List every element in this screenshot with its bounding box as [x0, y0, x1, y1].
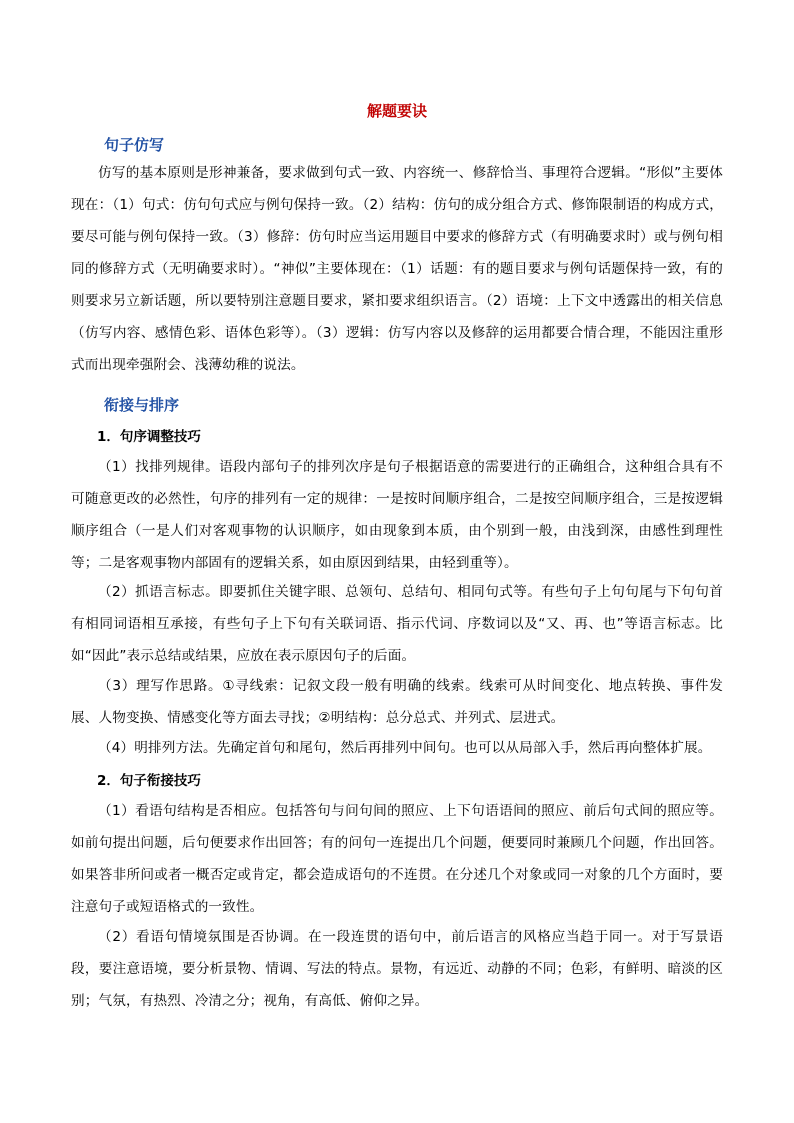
cohesion-p2-lead: （2）看语句情境氛围是否协调。 — [98, 929, 309, 945]
subheading-sentence-cohesion: 2．句子衔接技巧 — [97, 773, 201, 789]
section-heading-cohesion-ordering: 衔接与排序 — [104, 396, 180, 414]
order-paragraph-2 — [71, 576, 723, 672]
order-p1-body: 语段内部句子的排列次序是句子根据语意的需要进行的正确组合，这种组合具有不可随意更改的必然性，句序的排列有一定的规律：一是按时间顺序组合，二是按空间顺序组合，三是按逻辑顺序组合（一是人们对客观事物的认识顺序，如由现象到本质，由个别到一般，由浅到深，由感性到理性等；二是客观事物内部固有的逻辑关系，如由原因到结果，由轻到重等）。 — [71, 459, 724, 571]
order-p4-lead: （4）明排列方法。 — [98, 740, 217, 756]
order-p3-body: ①寻线索：记叙文段一般有明确的线索。线索可从时间变化、地点转换、事件发展、人物变换、情感变化等方面去寻找；②明结构：总分总式、并列式、层进式。 — [71, 678, 724, 726]
order-p2-body: 即要抓住关键字眼、总领句、总结句、相同句式等。有些句子上句句尾与下句句首有相同词语相互承接，有些句子上下句有关联词语、指示代词、序数词以及“又、再、也”等语言标志。比如“因此”表示总结或结果，应放在表示原因句子的后面。 — [71, 584, 724, 664]
cohesion-p1-body: 包括答句与问句间的照应、上下句语语间的照应、前后句式间的照应等。如前句提出问题，后句便要求作出回答；有的问句一连提出几个问题，便要同时兼顾几个问题，作出回答。如果答非所问或者一概否定或肯定，都会造成语句的不连贯。在分述几个对象或同一对象的几个方面时，要注意句子或短语格式的一致性。 — [71, 803, 723, 915]
order-p1-lead: （1）找排列规律。 — [98, 459, 220, 475]
cohesion-paragraph-2 — [71, 921, 723, 1017]
imitation-paragraph: 仿写的基本原则是形神兼备，要求做到句式一致、内容统一、修辞恰当、事理符合逻辑。“形似”主要体现在：（1）句式：仿句句式应与例句保持一致。（2）结构：仿句的成分组合方式、修饰限制语的构成方式，要尽可能与例句保持一致。（3）修辞：仿句时应当运用题目中要求的修辞方式（有明确要求时）或与例句相同的修辞方式（无明确要求时）。“神似”主要体现在：（1）话题：有的题目要求与例句话题保持一致，有的则要求另立新话题，所以要特别注意题目要求，紧扣要求组织语言。（2）语境：上下文中透露出的相关信息（仿写内容、感情色彩、语体色彩等）。（3）逻辑：仿写内容以及修辞的运用都要合情合理，不能因注重形式而出现牵强附会、浅薄幼稚的说法。 — [71, 165, 723, 373]
cohesion-p2-body: 在一段连贯的语句中，前后语言的风格应当趋于同一。对于写景语段，要注意语境，要分析景物、情调、写法的特点。景物，有远近、动静的不同；色彩，有鲜明、暗淡的区别；气氛，有热烈、冷清之分；视角，有高低、俯仰之异。 — [71, 929, 723, 1009]
section-heading-imitation: 句子仿写 — [104, 136, 165, 154]
subheading-sentence-order: 1．句序调整技巧 — [97, 429, 201, 445]
order-paragraph-3 — [71, 670, 723, 734]
order-p2-lead: （2）抓语言标志。 — [98, 584, 220, 600]
document-title: 解题要诀 — [366, 102, 427, 120]
order-p3-lead: （3）理写作思路。 — [98, 678, 223, 694]
cohesion-paragraph-1 — [71, 795, 723, 923]
cohesion-p1-lead: （1）看语句结构是否相应。 — [98, 803, 276, 819]
order-paragraph-4 — [71, 732, 723, 764]
order-p4-body: 先确定首句和尾句，然后再排列中间句。也可以从局部入手，然后再向整体扩展。 — [216, 740, 712, 756]
order-paragraph-1 — [71, 451, 723, 579]
